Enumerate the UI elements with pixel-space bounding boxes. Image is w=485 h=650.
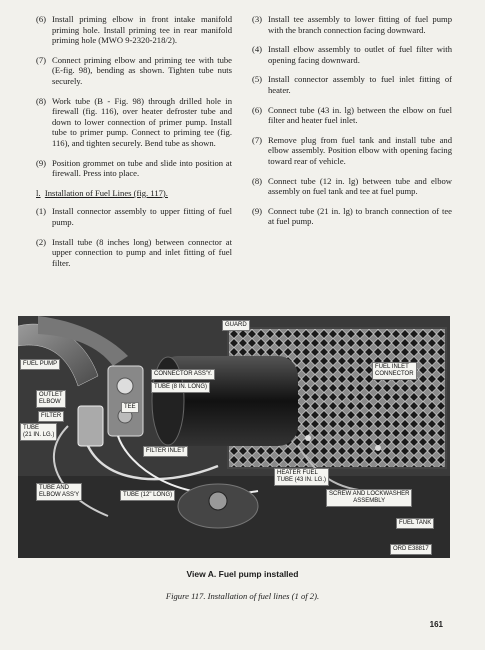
label-ord-number: ORD E38817: [390, 544, 432, 555]
label-line: OUTLET: [39, 392, 63, 398]
label-line: (21 IN. LG.): [23, 431, 55, 438]
page-number: 161: [429, 620, 443, 629]
step-number: (6): [36, 14, 47, 24]
label-screw-lockwasher: [326, 489, 412, 507]
label-line: TUBE (43 IN. LG.): [277, 476, 327, 483]
step-text: Install connector assembly to upper fitting of fuel pump.: [52, 206, 232, 227]
section-letter: l.: [36, 187, 41, 198]
step-item: [36, 96, 232, 149]
step-item: [36, 237, 232, 269]
step-text: Work tube (B - Fig. 98) through drilled hole in firewall (fig. 116), over heater defroster tube and down to lower connection of primer pump. Install tube to primer pump. Connect to priming tee (fig. 116), and tighten securely. Bend tube as shown.: [52, 95, 232, 148]
photo-caption: View A. Fuel pump installed: [186, 569, 299, 579]
label-line: TUBE AND: [39, 485, 70, 491]
label-line: ELBOW: [39, 398, 61, 405]
step-number: (4): [252, 44, 263, 55]
step-item: [252, 206, 452, 227]
step-text: Install tube (8 inches long) between connector at upper connection to pump and inlet fitting of fuel filter.: [52, 236, 232, 268]
label-fuel-tank: FUEL TANK: [396, 518, 434, 529]
step-number: (5): [252, 74, 263, 85]
label-heater-fuel-tube: [274, 468, 329, 486]
right-column: [252, 14, 452, 236]
step-number: (8): [36, 95, 47, 106]
step-text: Position grommet on tube and slide into position at firewall. Press into place.: [52, 157, 232, 179]
step-text: Install elbow assembly to outlet of fuel filter with opening facing downward.: [268, 44, 452, 65]
step-number: (3): [252, 14, 263, 24]
label-line: ELBOW ASS'Y: [39, 491, 80, 498]
label-line: FUEL INLET: [375, 364, 409, 370]
step-number: (9): [36, 157, 47, 168]
label-tee: TEE: [121, 402, 139, 413]
left-column: [36, 14, 232, 277]
step-item: [36, 206, 232, 227]
label-line: ASSEMBLY: [353, 497, 386, 504]
step-number: (6): [252, 104, 263, 115]
label-filter-inlet: FILTER INLET: [143, 446, 188, 457]
step-text: Connect tube (21 in. lg) to branch connection of tee at fuel pump.: [268, 205, 452, 227]
section-heading: [36, 188, 232, 199]
step-text: Install connector assembly to fuel inlet fitting of heater.: [268, 74, 452, 95]
label-connector-assy: CONNECTOR ASS'Y.: [151, 369, 215, 380]
step-text: Connect tube (12 in. lg) between tube and elbow assembly on fuel tank and tee at fuel pump.: [268, 175, 452, 197]
step-number: (8): [252, 175, 263, 186]
step-item: [252, 135, 452, 167]
step-number: (7): [252, 134, 263, 145]
step-text: Install priming elbow in front intake manifold priming hole. Install priming tee in rear manifold priming hole (MWO 9-2320-218/2).: [52, 14, 232, 46]
label-line: TUBE: [23, 425, 40, 431]
label-guard: GUARD: [222, 320, 250, 331]
label-tube-elbow-assy: [36, 483, 82, 501]
label-fuel-pump: FUEL PUMP: [20, 359, 60, 370]
label-line: CONNECTOR: [375, 370, 414, 377]
step-item: [252, 105, 452, 126]
figure-photo: [18, 316, 450, 558]
label-tube-12: TUBE (12" LONG): [120, 490, 175, 501]
label-filter: FILTER: [38, 411, 64, 422]
label-line: HEATER FUEL: [277, 470, 318, 476]
step-number: (7): [36, 54, 47, 65]
step-number: (2): [36, 236, 47, 247]
label-fuel-inlet-connector: [372, 362, 417, 380]
step-number: (9): [252, 205, 263, 216]
photo-illustration: [18, 316, 450, 558]
step-item: [36, 158, 232, 179]
step-item: [36, 55, 232, 87]
step-text: Install tee assembly to lower fitting of fuel pump with the branch connection facing downward.: [268, 14, 452, 35]
step-item: [252, 74, 452, 95]
label-outlet-elbow: [36, 390, 66, 408]
step-item: [252, 14, 452, 35]
figure-caption: Figure 117. Installation of fuel lines (1 of 2).: [165, 591, 320, 601]
step-item: [36, 14, 232, 46]
label-line: SCREW AND LOCKWASHER: [329, 491, 410, 497]
step-item: [252, 44, 452, 65]
step-text: Connect tube (43 in. lg) between the elbow on fuel filter and heater fuel inlet.: [268, 104, 452, 126]
step-number: (1): [36, 206, 47, 217]
section-title: Installation of Fuel Lines (fig. 117).: [44, 187, 168, 198]
label-tube-21: [20, 423, 57, 441]
step-item: [252, 176, 452, 197]
step-text: Remove plug from fuel tank and install tube and elbow assembly. Position elbow with opening facing toward rear of vehicle.: [268, 134, 452, 166]
step-text: Connect priming elbow and priming tee with tube (E-fig. 98), bending as shown. Tighten tube nuts securely.: [52, 54, 232, 86]
label-tube-8: TUBE (8 IN. LONG): [151, 382, 210, 393]
